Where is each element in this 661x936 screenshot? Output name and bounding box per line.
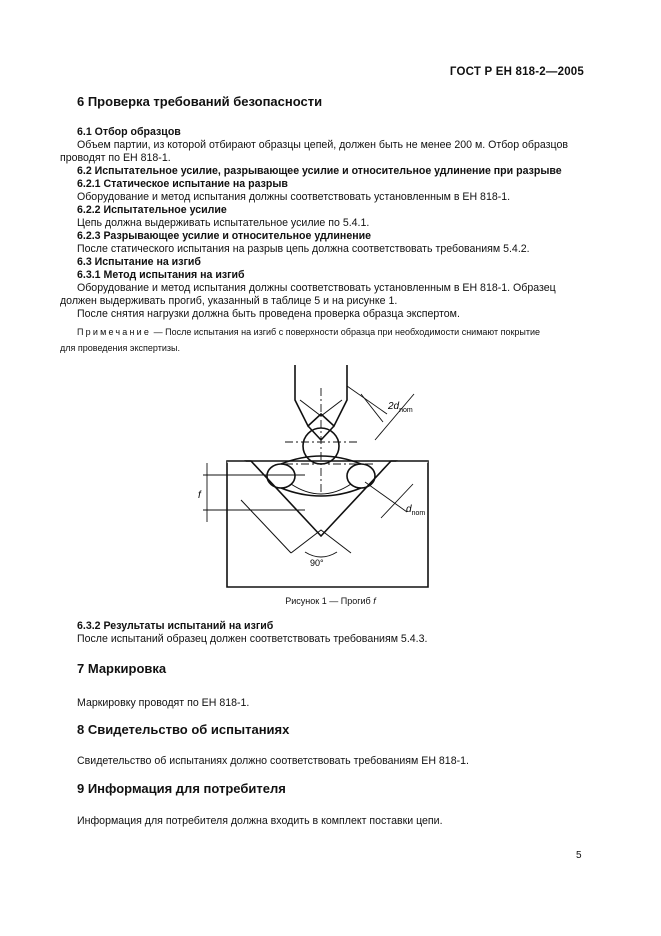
label-2d-text: 2d bbox=[388, 401, 400, 412]
section-9-heading: 9 Информация для потребителя bbox=[77, 781, 286, 796]
label-d-text: d bbox=[406, 504, 412, 515]
paragraph-6-2-3: После статического испытания на разрыв цепь должна соответствовать требованиям 5.4.2. bbox=[77, 243, 530, 255]
label-2d-sub: nom bbox=[399, 407, 413, 414]
subsection-6-3-2 bbox=[77, 620, 585, 646]
note-text-line2: для проведения экспертизы. bbox=[60, 343, 180, 353]
paragraph-6-3-1-line3: После снятия нагрузки должна быть проведена проверка образца экспертом. bbox=[77, 308, 460, 320]
section-7-heading: 7 Маркировка bbox=[77, 661, 167, 676]
paragraph-6-3-1-line1: Оборудование и метод испытания должны соответствовать установленным в ЕН 818-1. Образец bbox=[77, 282, 556, 294]
paragraph-6-1-line1: Объем партии, из которой отбирают образцы цепей, должен быть не менее 200 м. Отбор образцов bbox=[77, 139, 568, 151]
figure-1-bend-test-diagram bbox=[195, 360, 445, 596]
note-text-line1: — После испытания на изгиб с поверхности образца при необходимости снимают покрытие bbox=[151, 327, 541, 337]
section-6-heading: 6 Проверка требований безопасности bbox=[77, 94, 323, 109]
v-notch bbox=[227, 461, 428, 536]
note-block bbox=[60, 324, 585, 356]
paragraph-6-2-2: Цепь должна выдерживать испытательное усилие по 5.4.1. bbox=[77, 217, 370, 229]
v-block-outline bbox=[227, 461, 428, 587]
paragraph-6-2-1: Оборудование и метод испытания должны соответствовать установленным в ЕН 818-1. bbox=[77, 191, 511, 203]
figure-1-caption bbox=[0, 596, 661, 606]
page-number: 5 bbox=[576, 850, 582, 861]
subsection-6-2-2-heading: 6.2.2 Испытательное усилие bbox=[77, 204, 227, 216]
subsection-6-3-2-heading: 6.3.2 Результаты испытаний на изгиб bbox=[77, 620, 274, 632]
subsection-6-2-heading: 6.2 Испытательное усилие, разрывающее усилие и относительное удлинение при разрыве bbox=[77, 165, 562, 177]
paragraph-9: Информация для потребителя должна входить в комплект поставки цепи. bbox=[77, 815, 443, 827]
subsection-6-1-heading: 6.1 Отбор образцов bbox=[77, 126, 181, 138]
caption-variable: f bbox=[373, 596, 376, 606]
label-f: f bbox=[198, 490, 201, 501]
document-header: ГОСТ Р ЕН 818-2—2005 bbox=[449, 66, 584, 78]
note-label: Примечание bbox=[77, 327, 152, 337]
paragraph-6-3-2: После испытаний образец должен соответствовать требованиям 5.4.3. bbox=[77, 633, 428, 645]
subsection-6-2-3-heading: 6.2.3 Разрывающее усилие и относительное удлинение bbox=[77, 230, 372, 242]
section-6-body bbox=[60, 126, 585, 321]
subsection-6-3-heading: 6.3 Испытание на изгиб bbox=[77, 256, 201, 268]
section-8-heading: 8 Свидетельство об испытаниях bbox=[77, 722, 290, 737]
label-2d-nom bbox=[387, 401, 413, 414]
paragraph-6-1-line2: проводят по ЕН 818-1. bbox=[60, 152, 171, 164]
bend-test-drawing bbox=[195, 360, 445, 596]
label-d-nom bbox=[406, 504, 425, 517]
label-angle: 90° bbox=[310, 558, 324, 568]
label-d-sub: nom bbox=[411, 510, 426, 517]
caption-text: Рисунок 1 — Прогиб bbox=[285, 596, 374, 606]
subsection-6-2-1-heading: 6.2.1 Статическое испытание на разрыв bbox=[77, 178, 288, 190]
paragraph-7: Маркировку проводят по ЕН 818-1. bbox=[77, 697, 250, 709]
paragraph-6-3-1-line2: должен выдерживать прогиб, указанный в таблице 5 и на рисунке 1. bbox=[60, 295, 398, 307]
subsection-6-3-1-heading: 6.3.1 Метод испытания на изгиб bbox=[77, 269, 245, 281]
paragraph-8: Свидетельство об испытаниях должно соответствовать требованиям ЕН 818-1. bbox=[77, 755, 469, 767]
